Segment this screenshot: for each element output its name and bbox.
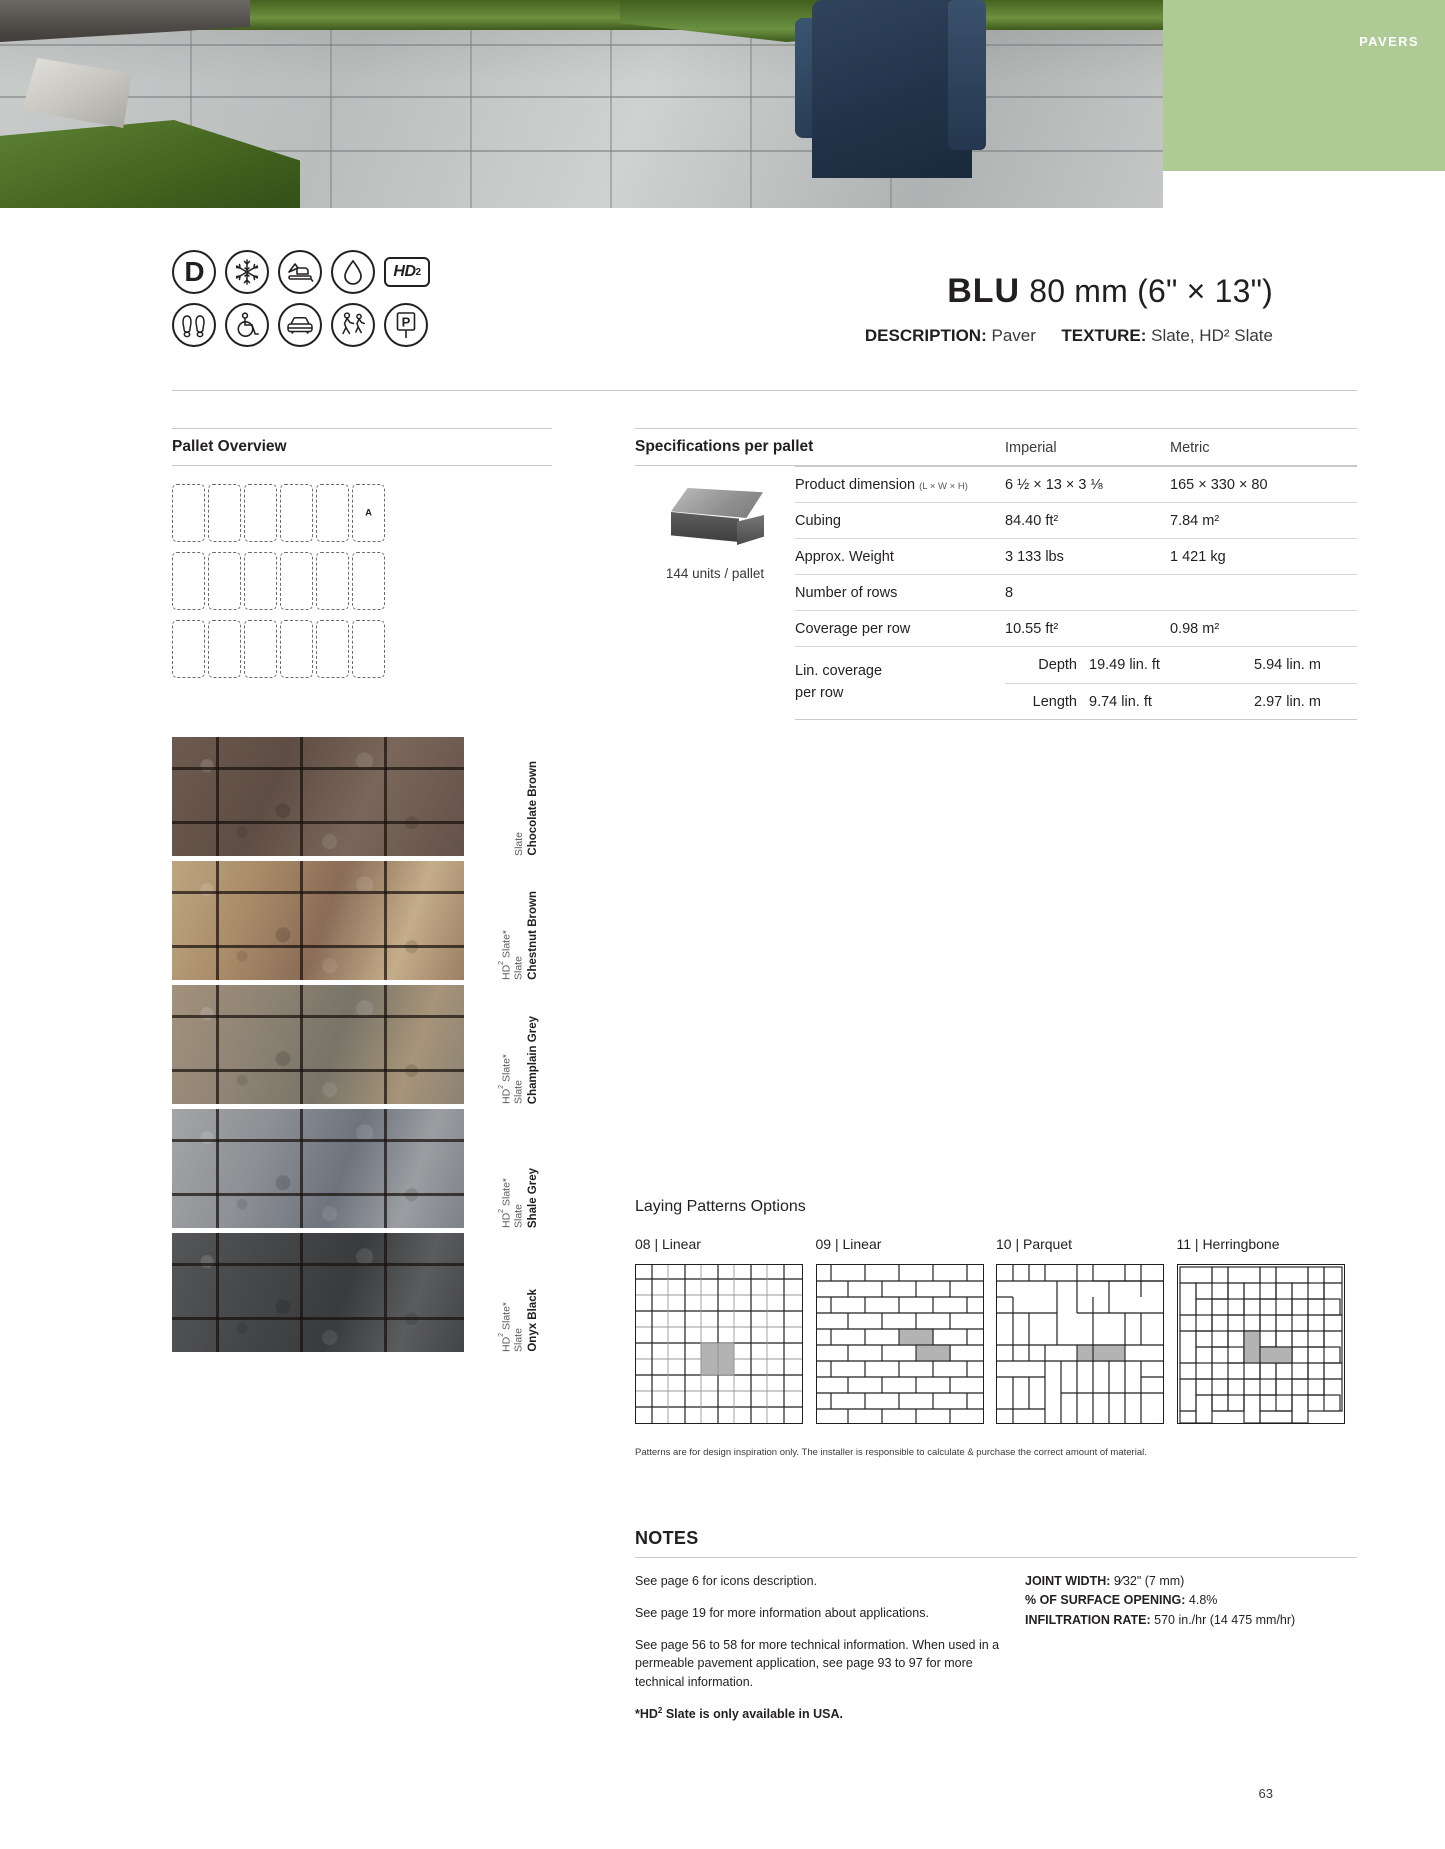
spec-imperial: 3 133 lbs <box>1005 548 1064 565</box>
swatch-labels <box>468 1109 540 1228</box>
laying-patterns-title: Laying Patterns Options <box>635 1198 806 1215</box>
lin-coverage-label: Lin. coverage per row <box>795 663 883 701</box>
page-title <box>865 272 1273 311</box>
spec-imperial: 9.74 lin. ft <box>1089 693 1152 710</box>
svg-text:P: P <box>401 314 411 330</box>
swatch-image-shale-grey <box>172 1109 464 1228</box>
laying-pattern-item <box>996 1236 1177 1424</box>
laying-pattern-item <box>1177 1236 1358 1424</box>
pallet-unit <box>316 484 349 542</box>
table-row <box>1005 647 1357 683</box>
table-row <box>795 610 1357 646</box>
product-meta <box>865 326 1273 346</box>
pallet-unit <box>172 484 205 542</box>
surface-opening-note <box>1025 1591 1357 1610</box>
swatch-color-name: Champlain Grey <box>526 1015 539 1104</box>
header-divider <box>172 390 1357 391</box>
pallet-unit-tag: A <box>365 507 372 519</box>
notes-right-column <box>1025 1572 1357 1723</box>
pallet-unit <box>316 552 349 610</box>
color-swatch-item <box>172 1233 539 1352</box>
spec-imperial: 8 <box>1005 584 1014 601</box>
patio-chair-arm <box>948 0 986 150</box>
joint-width-note <box>1025 1572 1357 1591</box>
swatch-texture-name: Slate <box>512 832 525 856</box>
column-header-imperial: Imperial <box>1005 440 1057 456</box>
surface-opening-label: % OF SURFACE OPENING: <box>1025 1593 1186 1608</box>
product-name: BLU <box>947 272 1021 310</box>
note-line: See page 19 for more information about applications. <box>635 1606 929 1621</box>
pallet-unit <box>208 484 241 542</box>
specifications-section <box>635 428 1357 720</box>
swatch-texture-line1: $HD^2$ Slate* Slate <box>498 1301 525 1352</box>
attribute-icons-row-1 <box>172 250 430 294</box>
pedestrian-traffic-icon <box>331 303 375 347</box>
table-row <box>795 538 1357 574</box>
water-droplet-icon <box>331 250 375 294</box>
durability-d-glyph: D <box>184 256 204 287</box>
attribute-icons <box>172 250 430 356</box>
note-line: See page 6 for icons description. <box>635 1574 818 1588</box>
lin-coverage-group <box>795 646 1357 719</box>
color-swatch-list <box>172 737 539 1357</box>
units-per-pallet: 144 units / pallet <box>665 566 765 581</box>
notes-divider <box>635 1557 1357 1558</box>
color-swatch-item <box>172 985 539 1104</box>
swatch-labels <box>468 985 540 1104</box>
product-size: 80 mm (6" × 13") <box>1029 273 1273 309</box>
spec-label: Cubing <box>795 512 841 529</box>
category-banner <box>1163 0 1445 171</box>
pallet-unit <box>352 620 385 678</box>
attribute-icons-row-2 <box>172 303 430 347</box>
infiltration-rate-value: 570 in./hr (14 475 mm/hr) <box>1154 1612 1296 1627</box>
swatch-texture-line1: $HD^2$ Slate* Slate <box>498 1177 525 1228</box>
pallet-unit <box>352 552 385 610</box>
joint-width-value: 9⁄32" (7 mm) <box>1113 1574 1185 1588</box>
swatch-labels <box>468 737 540 856</box>
swatch-image-champlain-grey <box>172 985 464 1104</box>
notes-section <box>635 1528 1357 1723</box>
swatch-color-name: Chestnut Brown <box>526 891 539 980</box>
product-title-block <box>865 272 1273 346</box>
snowplow-icon <box>278 250 322 294</box>
lin-sub-label: Length <box>1032 693 1077 710</box>
spec-metric: 1 421 kg <box>1170 548 1226 565</box>
hero-banner <box>0 0 1445 208</box>
joint-width-label: JOINT WIDTH: <box>1025 1574 1111 1588</box>
notes-left-column <box>635 1572 1025 1723</box>
infiltration-rate-label: INFILTRATION RATE: <box>1025 1612 1151 1627</box>
pallet-unit <box>172 620 205 678</box>
table-row <box>795 466 1357 502</box>
lin-sub-label: Depth <box>1038 657 1077 673</box>
hd2-badge-icon: HD 2 <box>384 257 430 287</box>
laying-patterns-section <box>635 1198 1357 1460</box>
swatch-image-onyx-black <box>172 1233 464 1352</box>
specifications-table <box>795 466 1357 720</box>
swatch-labels <box>468 861 540 980</box>
surface-opening-value: 4.8% <box>1188 1593 1218 1608</box>
specifications-title: Specifications per pallet <box>635 438 814 455</box>
specifications-header <box>635 429 1357 465</box>
description-value: Paver <box>991 326 1036 345</box>
texture-value: Slate, HD² Slate <box>1151 326 1273 345</box>
spec-imperial: 19.49 lin. ft <box>1089 657 1160 673</box>
laying-patterns-grid <box>635 1236 1357 1424</box>
laying-pattern-item <box>816 1236 997 1424</box>
pallet-overview-title: Pallet Overview <box>172 438 287 455</box>
pallet-unit <box>244 552 277 610</box>
spec-metric: 165 × 330 × 80 <box>1170 476 1268 493</box>
swatch-texture-line1: $HD^2$ Slate* Slate <box>498 1053 525 1104</box>
parking-icon <box>384 303 428 347</box>
swatch-color-name: Chocolate Brown <box>526 761 539 856</box>
pallet-unit <box>316 620 349 678</box>
infiltration-rate-note <box>1025 1611 1357 1630</box>
column-header-metric: Metric <box>1170 440 1210 456</box>
pallet-unit <box>208 552 241 610</box>
spec-label: Approx. Weight <box>795 548 894 565</box>
pallet-unit <box>280 484 313 542</box>
spec-imperial: 6 ½ × 13 × 3 ⅛ <box>1005 476 1103 493</box>
pallet-unit <box>244 484 277 542</box>
pallet-overview-section <box>172 428 552 678</box>
color-swatch-item <box>172 861 539 980</box>
pattern-label: 09 | Linear <box>815 1236 882 1252</box>
laying-pattern-item <box>635 1236 816 1424</box>
pattern-diagram-parquet <box>996 1264 1164 1424</box>
pattern-diagram-herringbone <box>1177 1264 1345 1424</box>
spec-imperial: 84.40 ft² <box>1005 512 1059 529</box>
notes-title: NOTES <box>635 1528 699 1548</box>
texture-label: TEXTURE: <box>1061 326 1147 345</box>
pallet-unit <box>280 620 313 678</box>
patterns-disclaimer: Patterns are for design inspiration only. The installer is responsible to calculate & purchase the correct amount of material. <box>635 1447 1147 1458</box>
swatch-color-name: Onyx Black <box>526 1289 539 1352</box>
paver-illustration-block <box>635 466 795 581</box>
vehicular-car-icon <box>278 303 322 347</box>
pattern-label: 11 | Herringbone <box>1176 1236 1280 1252</box>
table-row <box>1005 683 1357 719</box>
pallet-grid <box>172 484 552 678</box>
page-number: 63 <box>1258 1786 1273 1801</box>
pallet-unit <box>172 552 205 610</box>
table-row <box>795 574 1357 610</box>
swatch-texture-line1: $HD^2$ Slate* Slate <box>498 929 525 980</box>
pallet-unit <box>280 552 313 610</box>
color-swatch-item <box>172 737 539 856</box>
pattern-label: 10 | Parquet <box>996 1236 1073 1252</box>
spec-label: Coverage per row <box>795 620 911 637</box>
pedestrian-footprints-icon <box>172 303 216 347</box>
swatch-labels <box>468 1233 540 1352</box>
color-swatch-item <box>172 1109 539 1228</box>
pattern-label: 08 | Linear <box>635 1236 701 1252</box>
pallet-unit <box>244 620 277 678</box>
swatch-image-chestnut-brown <box>172 861 464 980</box>
description-label: DESCRIPTION: <box>864 326 987 345</box>
pattern-diagram-stack-grid <box>635 1264 803 1424</box>
swatch-color-name: Shale Grey <box>526 1167 539 1228</box>
spec-label: Number of rows <box>795 584 898 601</box>
specifications-body <box>635 466 1357 720</box>
durability-d-icon <box>172 250 216 294</box>
pallet-unit-tagged <box>352 484 385 542</box>
wheelchair-accessible-icon <box>225 303 269 347</box>
table-bottom-divider <box>795 719 1357 720</box>
note-line: See page 56 to 58 for more technical information. When used in a permeable pavement application, see page 93 to 97 for more technical information. <box>635 1638 1000 1689</box>
spec-metric: 7.84 m² <box>1170 512 1220 529</box>
pattern-diagram-running-bond <box>816 1264 984 1424</box>
spec-imperial: 10.55 ft² <box>1005 620 1059 637</box>
swatch-image-chocolate-brown <box>172 737 464 856</box>
pallet-unit <box>208 620 241 678</box>
hero-photo <box>0 0 1163 208</box>
category-label: PAVERS <box>1359 34 1419 49</box>
spec-sublabel: (L × W × H) <box>919 480 968 492</box>
notes-footnote: $*HD^2$ Slate is only available in USA. <box>635 1705 843 1721</box>
spec-metric: 2.97 lin. m <box>1254 693 1321 710</box>
spec-metric: 0.98 m² <box>1170 620 1220 637</box>
paver-3d-icon <box>659 488 771 550</box>
spec-label: Product dimension (L × W × H) <box>795 476 968 493</box>
table-row <box>795 502 1357 538</box>
freeze-thaw-snowflake-icon <box>225 250 269 294</box>
spec-metric: 5.94 lin. m <box>1254 657 1321 673</box>
